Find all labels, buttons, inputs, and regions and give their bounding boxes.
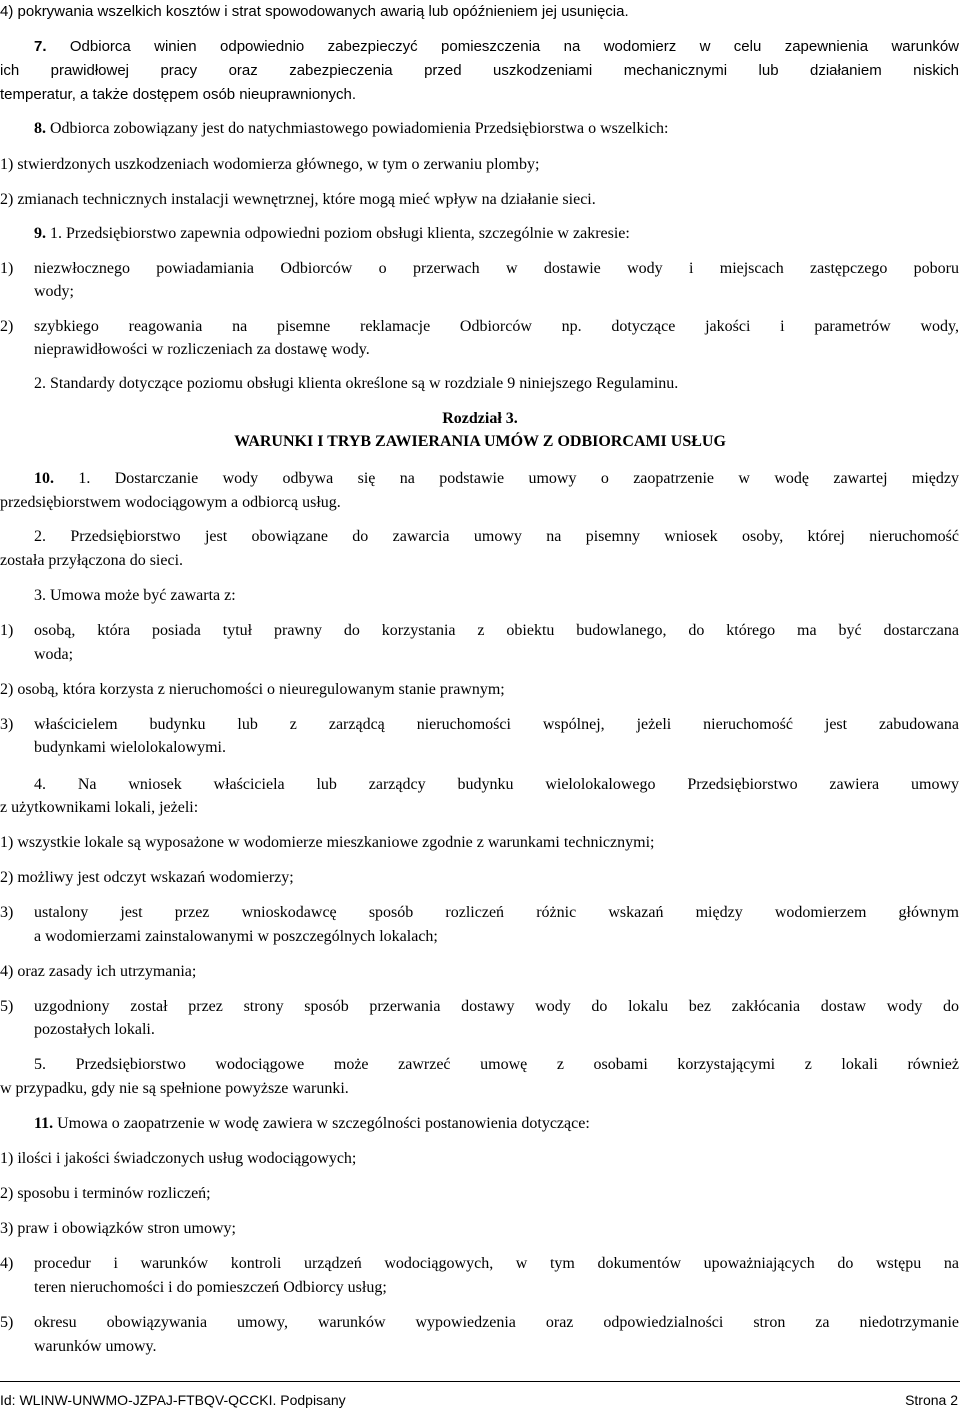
section-text: Odbiorca winien odpowiednio zabezpieczyć pomieszczenia na wodomierz w celu zapewnienia warunków	[69, 38, 959, 55]
list-item: 2) osobą, która korzysta z nieruchomości o nieuregulowanym stanie prawnym;	[0, 681, 505, 698]
list-item-number: 1)	[0, 260, 14, 277]
list-item: 4) oraz zasady ich utrzymania;	[0, 963, 197, 980]
section-10-line	[34, 469, 959, 489]
paragraph-number: 3.	[34, 587, 46, 604]
paragraph	[34, 374, 678, 394]
footer-document-id: Id: WLINW-UNWMO-JZPAJ-FTBQV-QCCKI. Podpisany	[0, 1392, 346, 1408]
section-9-heading	[34, 224, 630, 244]
list-item-number: 5)	[0, 998, 14, 1015]
paragraph	[34, 586, 236, 606]
list-item: 2) zmianach technicznych instalacji wewnętrznej, które mogą mieć wpływ na działanie sieci.	[0, 191, 596, 208]
section-number: 10.	[34, 470, 54, 487]
list-item-number: 5)	[0, 1314, 14, 1331]
list-item: 2) sposobu i terminów rozliczeń;	[0, 1185, 211, 1202]
list-item: 1) ilości i jakości świadczonych usług wodociągowych;	[0, 1150, 357, 1167]
list-item: szybkiego reagowania na pisemne reklamacje Odbiorców np. dotyczące jakości i parametrów wody,	[34, 318, 959, 335]
paragraph	[34, 1055, 959, 1075]
list-item: warunków umowy.	[34, 1338, 157, 1355]
list-item: niezwłocznego powiadamiania Odbiorców o przerwach w dostawie wody i miejscach zastępczego poboru	[34, 260, 959, 277]
list-item: 1) wszystkie lokale są wyposażone w wodomierze mieszkaniowe zgodnie z warunkami technicznymi;	[0, 834, 655, 851]
list-item: teren nieruchomości i do pomieszczeń Odbiorcy usług;	[34, 1279, 387, 1296]
section-7-line: temperatur, a także dostępem osób nieuprawnionych.	[0, 86, 357, 103]
list-item: okresu obowiązywania umowy, warunków wypowiedzenia oraz odpowiedzialności stron za niedotrzymanie	[34, 1314, 959, 1331]
paragraph-text: przedsiębiorstwem wodociągowym a odbiorcą usług.	[0, 494, 341, 511]
section-7-line	[0, 37, 959, 57]
paragraph-text: Przedsiębiorstwo jest obowiązane do zawarcia umowy na pisemny wniosek osoby, której nieruchomość	[70, 528, 959, 545]
section-7-line: ich prawidłowej pracy oraz zabezpieczenia przed uszkodzeniami mechanicznymi lub działaniem niskich	[0, 62, 959, 79]
footer-divider	[0, 1381, 960, 1382]
section-number: 9.	[34, 225, 46, 242]
section-11-heading	[34, 1114, 590, 1134]
paragraph-number: 4.	[34, 776, 46, 793]
paragraph	[34, 527, 959, 547]
list-item: ustalony jest przez wnioskodawcę sposób rozliczeń różnic wskazań między wodomierzem głównym	[34, 904, 959, 921]
list-item: procedur i warunków kontroli urządzeń wodociągowych, w tym dokumentów upoważniających do wstępu na	[34, 1255, 959, 1272]
list-item: pozostałych lokali.	[34, 1021, 155, 1038]
footer-page-number: Strona 2	[905, 1392, 958, 1408]
list-item: właścicielem budynku lub z zarządcą nieruchomości wspólnej, jeżeli nieruchomość jest zabudowana	[34, 716, 959, 733]
section-text: Umowa o zaopatrzenie w wodę zawiera w szczególności postanowienia dotyczące:	[57, 1115, 590, 1132]
chapter-label: Rozdział 3.	[442, 410, 518, 427]
paragraph-text: została przyłączona do sieci.	[0, 552, 184, 569]
paragraph-text: Umowa może być zawarta z:	[50, 587, 236, 604]
paragraph-number: 2.	[34, 375, 46, 392]
chapter-title: WARUNKI I TRYB ZAWIERANIA UMÓW Z ODBIORCAMI USŁUG	[234, 433, 726, 450]
section-number: 7.	[34, 38, 47, 55]
list-item: nieprawidłowości w rozliczeniach za dostawę wody.	[34, 341, 370, 358]
section-number: 8.	[34, 120, 46, 137]
list-item: 4) pokrywania wszelkich kosztów i strat spowodowanych awarią lub opóźnieniem jej usunięcia.	[0, 3, 629, 20]
list-item: budynkami wielolokalowymi.	[34, 739, 226, 756]
paragraph-number: 5.	[34, 1056, 46, 1073]
section-text: Odbiorca zobowiązany jest do natychmiastowego powiadomienia Przedsiębiorstwa o wszelkich:	[50, 120, 669, 137]
paragraph	[34, 775, 959, 795]
paragraph-text: Dostarczanie wody odbywa się na podstawie umowy o zaopatrzenie w wodę zawartej między	[114, 470, 960, 487]
list-item: 2) możliwy jest odczyt wskazań wodomierzy;	[0, 869, 294, 886]
paragraph-text: Na wniosek właściciela lub zarządcy budynku wielolokalowego Przedsiębiorstwo zawiera umowy	[77, 776, 960, 793]
list-item: wody;	[34, 283, 74, 300]
list-item-number: 3)	[0, 716, 14, 733]
section-number: 11.	[34, 1115, 54, 1132]
list-item: woda;	[34, 646, 74, 663]
list-item: 3) praw i obowiązków stron umowy;	[0, 1220, 236, 1237]
section-text: Przedsiębiorstwo zapewnia odpowiedni poziom obsługi klienta, szczególnie w zakresie:	[66, 225, 630, 242]
list-item: 1) stwierdzonych uszkodzeniach wodomierza głównego, w tym o zerwaniu plomby;	[0, 156, 540, 173]
list-item: osobą, która posiada tytuł prawny do korzystania z obiektu budowlanego, do którego ma być dostarczana	[34, 622, 959, 639]
list-item: a wodomierzami zainstalowanymi w poszczególnych lokalach;	[34, 928, 438, 945]
list-item-number: 1)	[0, 622, 14, 639]
paragraph-text: z użytkownikami lokali, jeżeli:	[0, 799, 199, 816]
list-item: uzgodniony został przez strony sposób przerwania dostawy wody do lokalu bez zakłócania dostaw wody do	[34, 998, 959, 1015]
paragraph-text: Przedsiębiorstwo wodociągowe może zawrzeć umowę z osobami korzystającymi z lokali również	[75, 1056, 959, 1073]
paragraph-number: 2.	[34, 528, 46, 545]
paragraph-number: 1.	[78, 470, 91, 487]
paragraph-number: 1.	[50, 225, 62, 242]
paragraph-text: w przypadku, gdy nie są spełnione powyższe warunki.	[0, 1080, 349, 1097]
section-8-heading	[34, 119, 669, 139]
list-item-number: 4)	[0, 1255, 14, 1272]
list-item-number: 3)	[0, 904, 14, 921]
paragraph-text: Standardy dotyczące poziomu obsługi klienta określone są w rozdziale 9 niniejszego Regulaminu.	[50, 375, 679, 392]
list-item-number: 2)	[0, 318, 14, 335]
